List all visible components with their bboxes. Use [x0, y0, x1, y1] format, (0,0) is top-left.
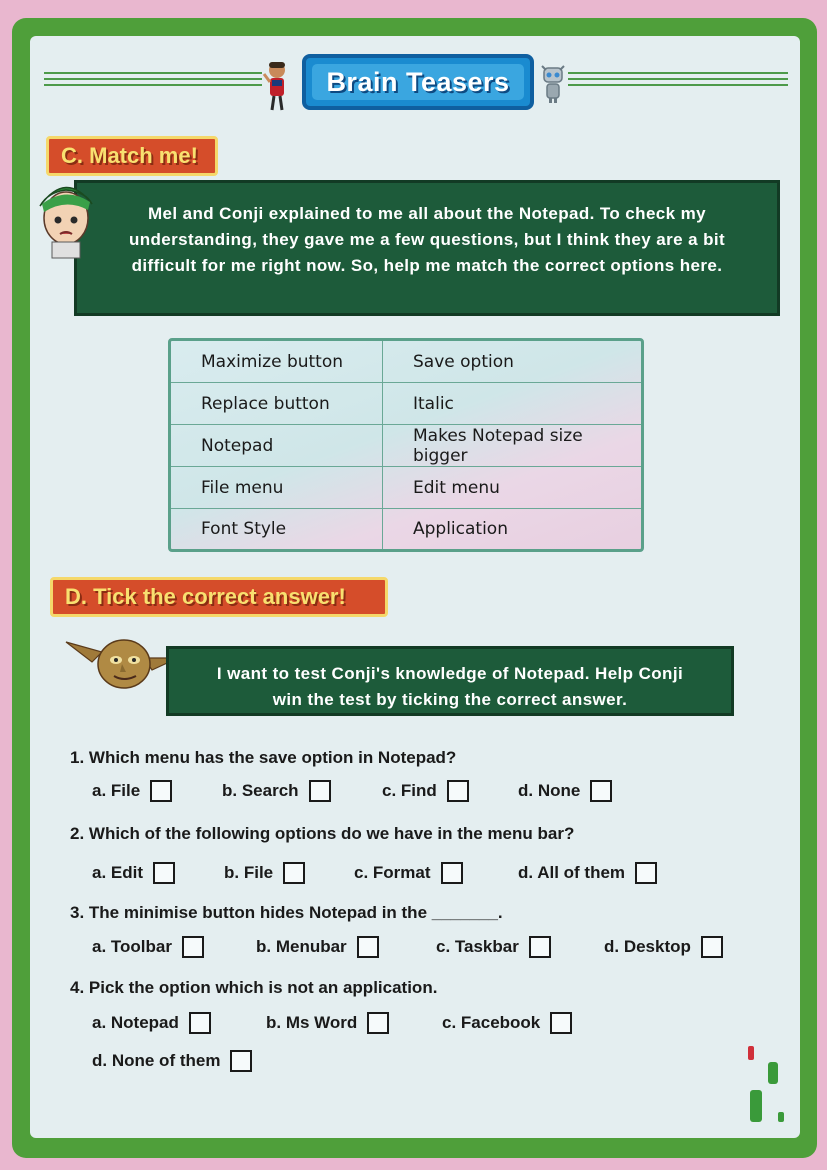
match-right-cell: Application	[413, 519, 508, 539]
speech-line: I want to test Conji's knowledge of Notepad. Help Conji	[216, 664, 684, 683]
question-text: 4. Pick the option which is not an application.	[70, 978, 438, 997]
option-row	[92, 862, 657, 884]
tick-checkbox[interactable]	[230, 1050, 252, 1072]
option-row	[92, 780, 612, 802]
question-text: 1. Which menu has the save option in Notepad?	[70, 748, 457, 767]
table-row	[171, 467, 641, 509]
option-label: b. Ms Word	[266, 1013, 358, 1032]
option-item	[224, 862, 354, 884]
match-table	[168, 338, 644, 552]
tick-checkbox[interactable]	[367, 1012, 389, 1034]
tick-checkbox[interactable]	[153, 862, 175, 884]
option-item	[92, 936, 256, 958]
goblin-character-icon	[62, 628, 182, 698]
match-left-cell: File menu	[171, 467, 383, 508]
match-right-cell: Makes Notepad size bigger	[413, 425, 583, 466]
option-item	[604, 936, 723, 958]
option-label: b. Search	[222, 781, 299, 800]
robot-mascot-icon	[538, 64, 568, 104]
match-right-cell: Italic	[413, 393, 454, 414]
option-item	[266, 1012, 442, 1034]
option-label: a. Toolbar	[92, 937, 172, 956]
option-item	[92, 780, 222, 802]
boy-character-icon	[30, 170, 100, 260]
option-item	[256, 936, 436, 958]
tick-checkbox[interactable]	[550, 1012, 572, 1034]
option-label: b. Menubar	[256, 937, 347, 956]
tick-checkbox[interactable]	[283, 862, 305, 884]
table-row	[171, 509, 641, 549]
red-mascot-icon	[262, 60, 292, 112]
tick-checkbox[interactable]	[635, 862, 657, 884]
match-left-cell: Maximize button	[171, 341, 383, 382]
crayons-icon	[746, 1044, 790, 1124]
option-label: a. Notepad	[92, 1013, 179, 1032]
match-left-cell: Notepad	[171, 425, 383, 466]
option-item	[436, 936, 604, 958]
option-item	[382, 780, 518, 802]
tick-checkbox[interactable]	[357, 936, 379, 958]
option-row	[92, 936, 723, 958]
option-label: a. Edit	[92, 863, 144, 882]
table-row	[171, 341, 641, 383]
option-item	[518, 862, 657, 884]
speech-line: difficult for me right now. So, help me match the correct options here.	[131, 256, 723, 275]
question-text: 3. The minimise button hides Notepad in the _______.	[70, 903, 503, 922]
page-title: Brain Teasers	[312, 64, 524, 100]
option-item	[92, 1050, 252, 1072]
header-rule-right	[568, 72, 788, 86]
title-banner	[302, 54, 534, 110]
table-row	[171, 383, 641, 425]
match-right-cell: Edit menu	[413, 477, 500, 498]
speech-line: Mel and Conji explained to me all about the Notepad. To check my	[147, 204, 707, 223]
option-label: d. All of them	[518, 863, 626, 882]
option-label: d. Desktop	[604, 937, 691, 956]
section-c-speech-board	[74, 180, 780, 316]
tick-checkbox[interactable]	[701, 936, 723, 958]
option-label: d. None	[518, 781, 581, 800]
option-item	[354, 862, 518, 884]
tick-checkbox[interactable]	[447, 780, 469, 802]
section-c-label: C. Match me!	[46, 136, 218, 176]
option-item	[92, 862, 224, 884]
option-item	[442, 1012, 572, 1034]
option-label: d. None of them	[92, 1051, 221, 1070]
section-d-label: D. Tick the correct answer!	[50, 577, 388, 617]
option-label: c. Find	[382, 781, 437, 800]
tick-checkbox[interactable]	[189, 1012, 211, 1034]
option-label: c. Format	[354, 863, 431, 882]
option-label: c. Facebook	[442, 1013, 541, 1032]
question-text: 2. Which of the following options do we have in the menu bar?	[70, 824, 575, 843]
speech-line: understanding, they gave me a few questions, but I think they are a bit	[128, 230, 726, 249]
tick-checkbox[interactable]	[182, 936, 204, 958]
tick-checkbox[interactable]	[529, 936, 551, 958]
speech-line: win the test by ticking the correct answer.	[272, 690, 628, 709]
option-item	[222, 780, 382, 802]
option-label: a. File	[92, 781, 141, 800]
option-item	[518, 780, 612, 802]
tick-checkbox[interactable]	[441, 862, 463, 884]
tick-checkbox[interactable]	[150, 780, 172, 802]
option-row	[92, 1050, 252, 1072]
option-item	[92, 1012, 266, 1034]
tick-checkbox[interactable]	[309, 780, 331, 802]
match-right-cell: Save option	[413, 351, 514, 372]
match-left-cell: Replace button	[171, 383, 383, 424]
header-rule-left	[44, 72, 262, 86]
section-d-speech-board	[166, 646, 734, 716]
tick-checkbox[interactable]	[590, 780, 612, 802]
option-label: b. File	[224, 863, 274, 882]
table-row	[171, 425, 641, 467]
option-label: c. Taskbar	[436, 937, 519, 956]
match-left-cell: Font Style	[171, 509, 383, 549]
option-row	[92, 1012, 572, 1034]
